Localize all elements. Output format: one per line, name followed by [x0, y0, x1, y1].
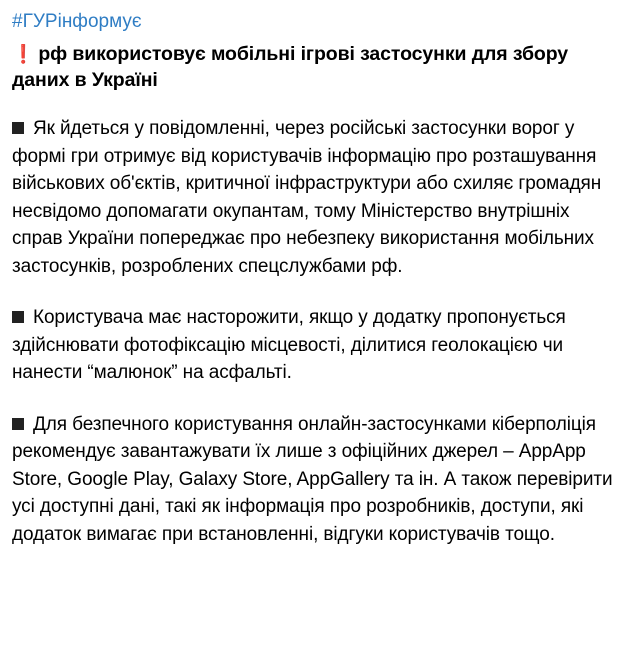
square-bullet-icon — [12, 311, 24, 323]
post-headline — [12, 41, 614, 93]
square-bullet-icon — [12, 122, 24, 134]
post-paragraph-1 — [12, 115, 614, 280]
headline-text: рф використовує мобільні ігрові застосунки для збору даних в Україні — [12, 43, 569, 91]
hashtag-link[interactable]: #ГУРінформує — [12, 11, 142, 32]
post-paragraph-2 — [12, 304, 614, 387]
paragraph-text: Користувача має насторожити, якщо у додатку пропонується здійснювати фотофіксацію місцевості, ділитися геолокацією чи нанести “малюнок” на асфальті. — [12, 307, 566, 383]
paragraph-text: Для безпечного користування онлайн-застосунками кіберполіція рекомендує завантажувати їх лише з офіційних джерел – AppApp Store, Google Play, Galaxy Store, AppGallery та ін. А також перевірити усі доступні дані, такі як інформація про розробників, доступи, які додаток вимагає при встановленні, відгуки користувачів тощо. — [12, 413, 613, 545]
paragraph-text: Як йдеться у повідомленні, через російські застосунки ворог у формі гри отримує від користувачів інформацію про розташування військових об'єктів, критичної інфраструктури або схиляє громадян несвідомо допомагати окупантам, тому Міністерство внутрішніх справ України попереджає про небезпеку використання мобільних застосунків, розроблених спецслужбами рф. — [12, 118, 602, 277]
post-paragraph-3 — [12, 411, 614, 549]
exclamation-icon: ❗ — [12, 44, 35, 64]
square-bullet-icon — [12, 418, 24, 430]
